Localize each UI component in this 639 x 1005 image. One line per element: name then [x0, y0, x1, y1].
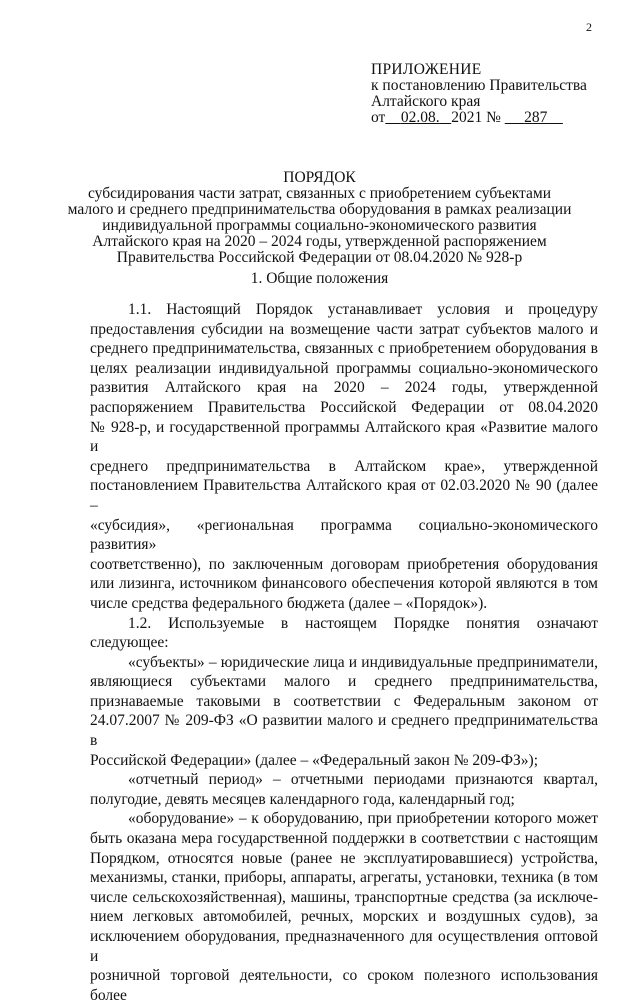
paragraph-line: среднего предпринимательства, связанных с приобретением оборудования в [90, 340, 598, 358]
paragraph-line: «субсидия», «региональная программа социально-экономического развития» [90, 516, 598, 554]
paragraph-line: № 928-р, и государственной программы Алтайского края «Развитие малого и [90, 418, 598, 456]
paragraph [90, 300, 598, 614]
paragraph-line: 1.2. Используемые в настоящем Порядке понятия означают [128, 614, 598, 632]
paragraph-line: механизмы, станки, приборы, аппараты, агрегаты, установки, техника (в том [90, 869, 598, 887]
annex-date [385, 109, 451, 126]
paragraph-line: «отчетный период» – отчетными периодами признаются квартал, [128, 771, 598, 789]
order-title: ПОРЯДОК [283, 169, 356, 186]
paragraph-line: числе сельскохозяйственная), машины, транспортные средства (за исключе- [90, 888, 598, 906]
annex-date-line [371, 110, 587, 126]
paragraph [90, 770, 598, 809]
paragraph-line: постановлением Правительства Алтайского края от 02.03.2020 № 90 (далее – [90, 477, 598, 514]
paragraph-line: среднего предпринимательства в Алтайском крае», утвержденной [90, 457, 598, 475]
order-subtitle-line: Правительства Российской Федерации от 08.04.2020 № 928-р [116, 249, 523, 266]
paragraph [90, 653, 598, 771]
paragraph-line: быть оказана мера государственной поддержки в соответствии с настоящим [90, 830, 598, 848]
paragraph-line: «оборудование» – к оборудованию, при приобретении которого может [128, 810, 598, 828]
order-subtitle-line: индивидуальной программы социально-экономического развития [102, 217, 537, 234]
document-body [90, 300, 598, 1005]
order-subtitle-line: субсидирования части затрат, связанных с приобретением субъектами [87, 185, 551, 202]
paragraph-line: числе средства федерального бюджета (далее – «Порядок»). [90, 594, 488, 612]
annex-block [371, 62, 587, 126]
paragraph-line: предоставления субсидии на возмещение части затрат субъектов малого и [90, 320, 598, 338]
paragraph-line: целях реализации индивидуальной программы социально-экономического [90, 359, 598, 377]
annex-line-2: Алтайского края [371, 93, 481, 110]
paragraph-line: нием легковых автомобилей, речных, морских и воздушных судов), за [90, 908, 598, 926]
paragraph-line: полугодие, девять месяцев календарного года, календарный год; [90, 790, 515, 808]
section-title: 1. Общие положения [250, 270, 389, 287]
paragraph-line: 1.1. Настоящий Порядок устанавливает условия и процедуру [128, 301, 598, 318]
annex-date-day-month: 02.08. [400, 109, 440, 126]
paragraph-line: являющиеся субъектами малого и среднего предпринимательства, [90, 673, 598, 691]
paragraph [90, 614, 598, 653]
paragraph-line: признаваемые таковыми в соответствии с Федеральным законом от [90, 692, 598, 710]
page-number: 2 [586, 20, 592, 34]
annex-date-year: 2021 [451, 109, 483, 126]
paragraph [90, 809, 598, 1005]
paragraph-line: развития Алтайского края на 2020 – 2024 годы, утвержденной [90, 379, 598, 397]
annex-title: ПРИЛОЖЕНИЕ [371, 61, 482, 78]
order-title-block [0, 170, 639, 266]
annex-number-label: № [486, 109, 501, 126]
paragraph-line: 24.07.2007 № 209-ФЗ «О развитии малого и среднего предпринимательства в [90, 712, 598, 750]
order-subtitle-line: малого и среднего предпринимательства оборудования в рамках реализации [67, 201, 572, 218]
paragraph-line: следующее: [90, 634, 169, 652]
order-subtitle-line: Алтайского края на 2020 – 2024 годы, утвержденной распоряжением [92, 233, 547, 250]
paragraph-line: исключением оборудования, предназначенного для осуществления оптовой и [90, 928, 598, 965]
paragraph-line: розничной торговой деятельности, со сроком полезного использования более [90, 967, 598, 1004]
paragraph-line: Порядком, относятся новые (ранее не эксплуатировавшиеся) устройства, [90, 849, 598, 867]
paragraph-line: Российской Федерации» (далее – «Федеральный закон № 209-ФЗ»); [90, 751, 539, 769]
annex-line-1: к постановлению Правительства [371, 77, 587, 94]
paragraph-line: соответственно), по заключенным договорам приобретения оборудования [90, 555, 598, 573]
annex-number-value: 287 [524, 109, 548, 126]
paragraph-line: или лизинга, источником финансового обеспечения которой являются в том [90, 575, 598, 593]
paragraph-line: распоряжением Правительства Российской Федерации от 08.04.2020 [90, 398, 598, 416]
annex-number [505, 109, 563, 126]
paragraph-line: «субъекты» – юридические лица и индивидуальные предприниматели, [128, 653, 598, 671]
annex-from-label: от [371, 109, 386, 126]
